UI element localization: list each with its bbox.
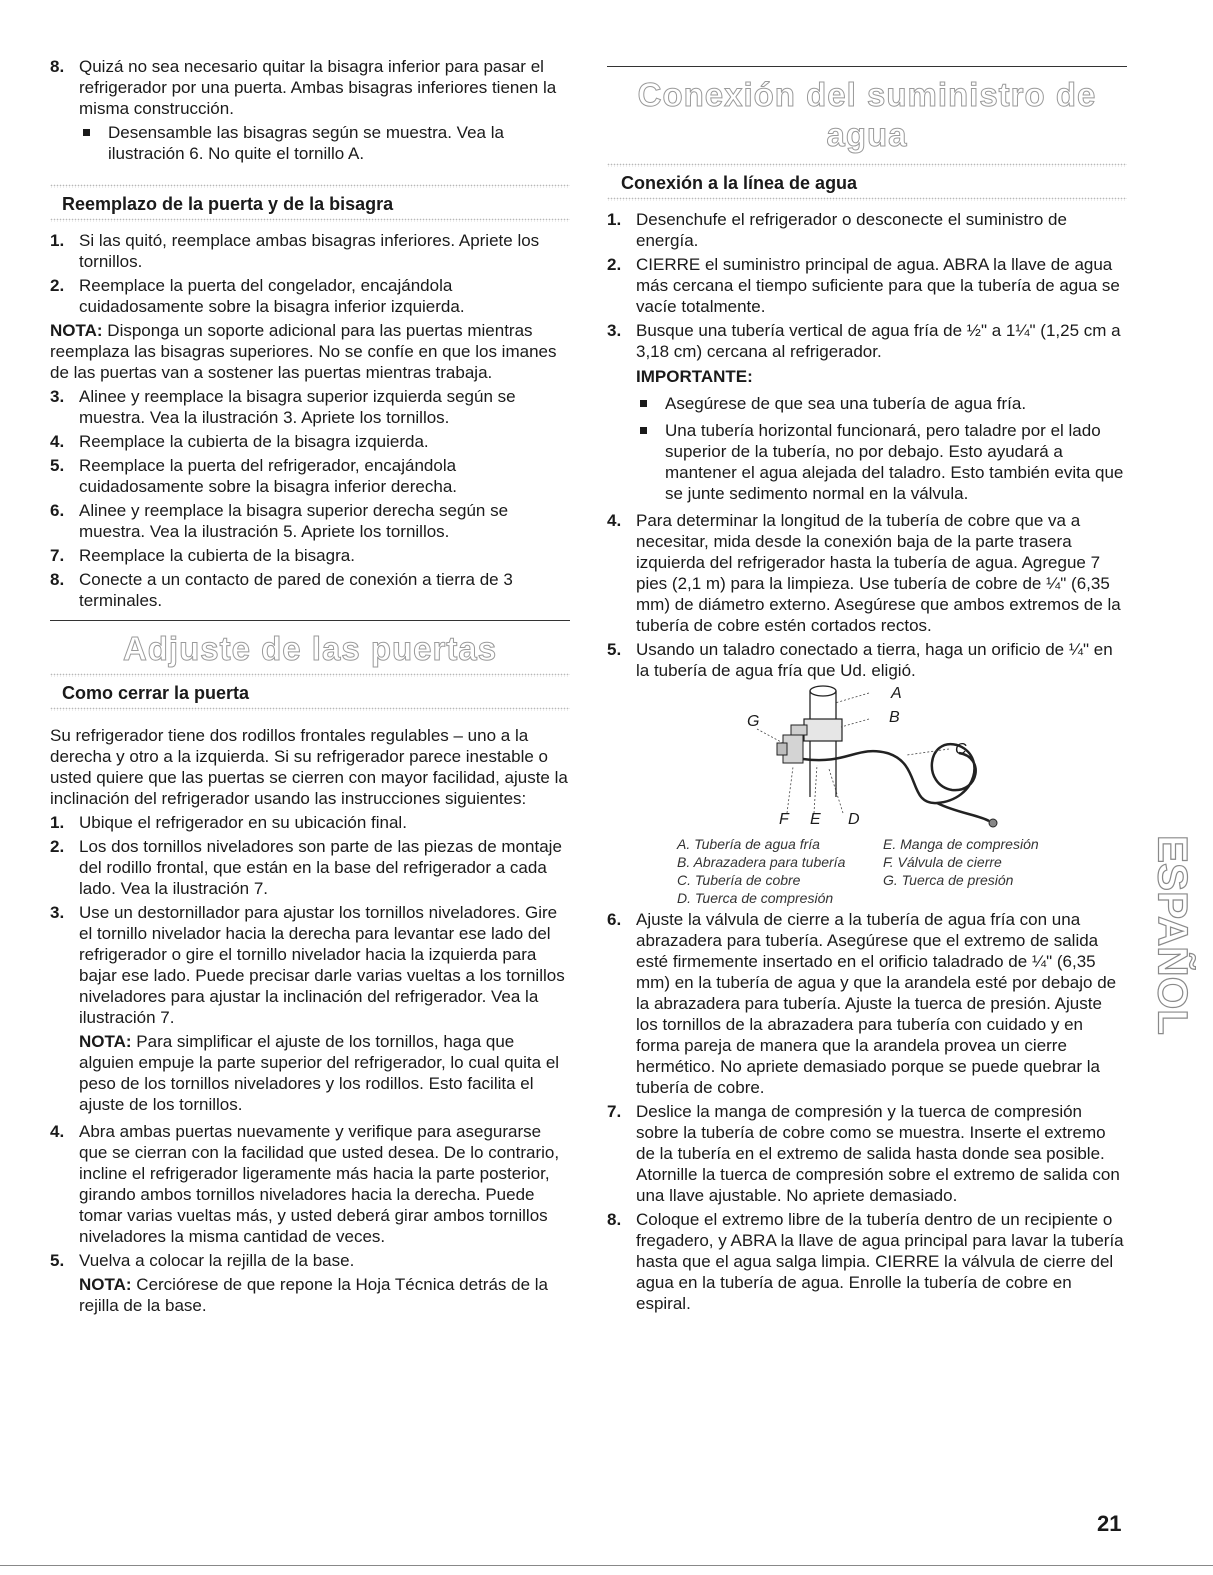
step-text: Alinee y reemplace la bisagra superior izquierda según se muestra. Vea la ilustración 3. Apriete los tornillos. xyxy=(79,387,516,427)
step-text: Reemplace la cubierta de la bisagra izquierda. xyxy=(79,432,429,451)
step-number: 2. xyxy=(50,276,65,295)
note-text: Disponga un soporte adicional para las puertas mientras reemplaza las bisagras superiores. No se confíe en que los imanes de las puertas van a sostener las puertas mientras trabaja. xyxy=(50,321,557,382)
step-text: Reemplace la puerta del congelador, encajándola cuidadosamente sobre la bisagra inferior izquierda. xyxy=(79,276,465,316)
legend-item-e: E. Manga de compresión xyxy=(883,836,1039,852)
step-text: Abra ambas puertas nuevamente y verifique para asegurarse que se cierran con la facilidad que usted desea. De lo contrario, incline el refrigerador ligeramente más hacia la parte posterior, girando ambos tornillos niveladores hacia la derecha. Puede tomar varias vueltas más, y usted deberá girar ambos tornillos niveladores la misma cantidad de veces. xyxy=(79,1122,560,1246)
step-text: Los dos tornillos niveladores son parte de las piezas de montaje del rodillo frontal, que están en la base del refrigerador a cada lado. Vea la ilustración 7. xyxy=(79,837,562,898)
note-label: NOTA: xyxy=(50,321,103,340)
bullet-text: Asegúrese de que sea una tubería de agua fría. xyxy=(665,394,1027,413)
list-item xyxy=(607,510,1127,636)
intro-paragraph: Su refrigerador tiene dos rodillos frontales regulables – uno a la derecha y otro a la izquierda. Si su refrigerador parece inestable o usted quiere que las puertas se cierren con mayor facilidad, ajuste la inclinación del refrigerador usando las instrucciones siguientes: xyxy=(50,726,568,808)
section-title-water-supply: Conexión del suministro de agua xyxy=(637,76,1097,153)
legend-item-g: G. Tuerca de presión xyxy=(883,872,1014,888)
close-door-heading: Como cerrar la puerta xyxy=(62,683,250,703)
step-number: 5. xyxy=(50,456,65,475)
step-number: 5. xyxy=(50,1251,65,1270)
figure-label-g: G xyxy=(747,713,760,730)
figure-label-a: A xyxy=(891,685,902,702)
list-item xyxy=(607,1101,1127,1206)
step-number: 6. xyxy=(607,910,622,929)
list-item xyxy=(50,812,570,833)
note-text: Para simplificar el ajuste de los tornillos, haga que alguien empuje la parte superior del refrigerador, lo cual quita el peso de los tornillos niveladores y los rodillos. Esto facilita el ajuste de los tornillos. xyxy=(79,1032,560,1114)
figure-label-e: E xyxy=(810,811,821,828)
step-number: 2. xyxy=(50,837,65,856)
bullet-item xyxy=(607,393,1127,414)
bullet-item xyxy=(607,420,1127,504)
step-text: Busque una tubería vertical de agua fría de ½" a 1¼" (1,25 cm a 3,18 cm) cercana al refrigerador. xyxy=(636,321,1121,361)
list-item xyxy=(50,386,570,428)
bullet-square-icon xyxy=(640,400,647,407)
step-number: 4. xyxy=(50,1122,65,1141)
step-number: 8. xyxy=(50,57,65,76)
water-connection-illustration xyxy=(607,685,1127,835)
step-text: Alinee y reemplace la bisagra superior derecha según se muestra. Vea la ilustración 5. Apriete los tornillos. xyxy=(79,501,509,541)
step-number: 4. xyxy=(607,511,622,530)
list-item xyxy=(50,500,570,542)
figure-legend xyxy=(607,835,1127,909)
list-item xyxy=(50,230,570,272)
step-text: Reemplace la puerta del refrigerador, encajándola cuidadosamente sobre la bisagra inferior derecha. xyxy=(79,456,458,496)
step-number: 1. xyxy=(607,210,622,229)
list-item xyxy=(50,431,570,452)
step-number: 8. xyxy=(607,1210,622,1229)
step-number: 2. xyxy=(607,255,622,274)
left-column xyxy=(50,56,570,1322)
language-side-tab xyxy=(1150,810,1196,1060)
step-number: 1. xyxy=(50,231,65,250)
step-text: Use un destornillador para ajustar los tornillos niveladores. Gire el tornillo nivelador hacia la derecha para levantar ese lado del refrigerador o gire el tornillo nivelador hacia la izquierda para bajar ese lado. Puede precisar darle varias vueltas a los tornillos niveladores para ajustar la inclinación del refrigerador. Vea la ilustración 7. xyxy=(79,903,565,1027)
note-paragraph xyxy=(50,1031,570,1115)
step-number: 8. xyxy=(50,570,65,589)
step-text: Usando un taladro conectado a tierra, haga un orificio de ¼" en la tubería de agua fría que Ud. eligió. xyxy=(636,640,1113,680)
step-number: 7. xyxy=(50,546,65,565)
step-text: Quizá no sea necesario quitar la bisagra inferior para pasar el refrigerador por una puerta. Ambas bisagras inferiores tienen la misma construcción. xyxy=(79,57,557,118)
list-item xyxy=(50,1121,570,1247)
list-item xyxy=(607,639,1127,681)
legend-item-c: C. Tubería de cobre xyxy=(677,872,801,888)
list-item xyxy=(607,254,1127,317)
bottom-rule xyxy=(0,1565,1213,1566)
note-text: Cerciórese de que repone la Hoja Técnica detrás de la rejilla de la base. xyxy=(79,1275,548,1315)
water-connection-figure xyxy=(607,685,1127,907)
step-text: Deslice la manga de compresión y la tuerca de compresión sobre la tubería de cobre como se muestra. Inserte el extremo de la tubería en el extremo de salida hasta donde sea posible. Atornille la tuerca de compresión sobre el extremo de salida con una llave ajustable. No apriete demasiado. xyxy=(636,1102,1120,1205)
list-item xyxy=(607,909,1127,1098)
bullet-text: Desensamble las bisagras según se muestra. Vea la ilustración 6. No quite el tornillo A. xyxy=(108,123,504,163)
step-number: 7. xyxy=(607,1102,622,1121)
step-text: Si las quitó, reemplace ambas bisagras inferiores. Apriete los tornillos. xyxy=(79,231,540,271)
note-paragraph xyxy=(50,320,570,383)
list-item xyxy=(50,545,570,566)
list-item xyxy=(607,320,1127,362)
step-text: Desenchufe el refrigerador o desconecte el suministro de energía. xyxy=(636,210,1067,250)
legend-item-d: D. Tuerca de compresión xyxy=(677,890,834,906)
list-item xyxy=(50,569,570,611)
note-label: NOTA: xyxy=(79,1275,132,1294)
figure-label-f: F xyxy=(779,811,789,828)
note-label: NOTA: xyxy=(79,1032,132,1051)
legend-item-f: F. Válvula de cierre xyxy=(883,854,1002,870)
list-item xyxy=(607,1209,1127,1314)
list-item xyxy=(50,1250,570,1271)
figure-label-b: B xyxy=(889,709,900,726)
list-item xyxy=(50,836,570,899)
section-title-door-adjust: Adjuste de las puertas xyxy=(122,630,498,667)
bullet-square-icon xyxy=(640,427,647,434)
figure-label-c: C xyxy=(955,741,967,758)
door-replace-heading: Reemplazo de la puerta y de la bisagra xyxy=(62,194,394,214)
note-paragraph xyxy=(50,1274,570,1316)
step-number: 3. xyxy=(50,903,65,922)
step-text: Vuelva a colocar la rejilla de la base. xyxy=(79,1251,355,1270)
bullet-item xyxy=(50,122,570,164)
step-number: 1. xyxy=(50,813,65,832)
list-item xyxy=(50,56,570,119)
language-side-tab-graphic xyxy=(1150,810,1196,1060)
bullet-square-icon xyxy=(83,129,90,136)
step-text: Ubique el refrigerador en su ubicación final. xyxy=(79,813,407,832)
list-item xyxy=(50,902,570,1028)
step-number: 5. xyxy=(607,640,622,659)
step-number: 6. xyxy=(50,501,65,520)
intro-steps xyxy=(50,56,570,119)
bullet-text: Una tubería horizontal funcionará, pero taladre por el lado superior de la tubería, no por debajo. Esto ayudará a mantener el agua alejada del taladro. Esto también evita que se junte sedimento normal en la válvula. xyxy=(665,421,1124,503)
step-text: Para determinar la longitud de la tubería de cobre que va a necesitar, mida desde la conexión baja de la parte trasera izquierda del refrigerador hasta la tubería de agua. Agregue 7 pies (2,1 m) para la limpieza. Use tubería de cobre de ¼" (6,35 mm) de diámetro externo. Asegúrese que ambos extremos de la tubería de cobre estén cortados rectos. xyxy=(636,511,1121,635)
list-item xyxy=(50,455,570,497)
step-text: Reemplace la cubierta de la bisagra. xyxy=(79,546,355,565)
water-line-heading: Conexión a la línea de agua xyxy=(621,173,858,193)
legend-item-b: B. Abrazadera para tubería xyxy=(677,854,846,870)
right-column xyxy=(607,66,1127,1317)
side-tab-label: ESPAÑOL xyxy=(1150,835,1196,1035)
figure-label-d: D xyxy=(848,811,860,828)
step-number: 3. xyxy=(607,321,622,340)
step-text: CIERRE el suministro principal de agua. ABRA la llave de agua más cercana el tiempo suficiente para que la tubería de agua se vacíe totalmente. xyxy=(636,255,1120,316)
important-label: IMPORTANTE: xyxy=(636,367,753,386)
step-number: 4. xyxy=(50,432,65,451)
page-number: 21 xyxy=(1097,1511,1122,1536)
step-text: Ajuste la válvula de cierre a la tubería de agua fría con una abrazadera para tubería. Asegúrese que el extremo de salida esté firmemente insertado en el orificio taladrado de ¼" (6,35 mm) en la tubería de agua y que la arandela esté por debajo de la abrazadera para tubería. Ajuste la tuerca de presión. Ajuste los tornillos de la abrazadera para tubería con cuidado y en forma pareja de manera que la arandela provea un cierre hermético. No apriete demasiado porque se puede quebrar la tubería de cobre. xyxy=(636,910,1117,1097)
list-item xyxy=(607,209,1127,251)
step-text: Conecte a un contacto de pared de conexión a tierra de 3 terminales. xyxy=(79,570,513,610)
step-text: Coloque el extremo libre de la tubería dentro de un recipiente o fregadero, y ABRA la llave de agua principal para lavar la tubería hasta que el agua salga limpia. CIERRE la válvula de cierre del agua en la tubería de agua. Enrolle la tubería de cobre en espiral. xyxy=(636,1210,1124,1313)
list-item xyxy=(50,275,570,317)
step-number: 3. xyxy=(50,387,65,406)
legend-item-a: A. Tubería de agua fría xyxy=(677,836,820,852)
